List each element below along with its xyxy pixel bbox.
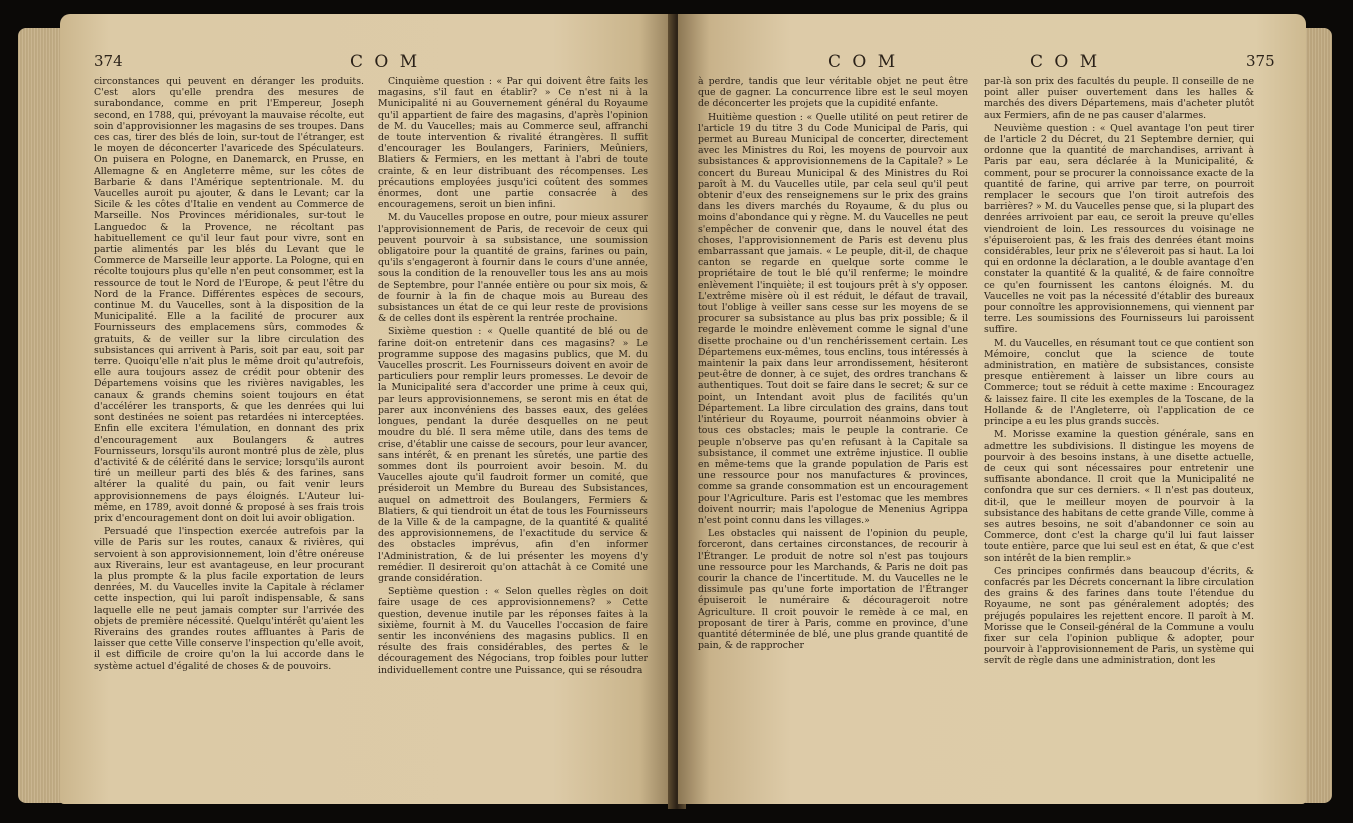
right-running-head-right: C O M bbox=[1030, 52, 1101, 72]
paragraph: par-là son prix des facultés du peuple. Il conseille de ne point aller puiser ouvertement dans les halles & marchés des divers Départemens, mais d'acheter plutôt aux Fermiers, afin de ne pas causer d'alarmes. bbox=[984, 76, 1254, 121]
paragraph: Persuadé que l'inspection exercée autrefois par la ville de Paris sur les routes, canaux & rivières, qui servoient à son approvisionnement, loin d'être onéreuse aux Riverains, leur est avantageuse, en leur procurant la plus prompte & la plus facile exportation de leurs denrées, M. du Vaucelles invite la Capitale à réclamer cette inspection, qui lui paroît indispensable, & sans laquelle elle ne peut jamais compter sur l'arrivée des objets de première nécessité. Quelqu'intérêt qu'aient les Riverains des grandes routes affluantes à Paris de laisser que cette Ville conserve l'inspection qu'elle avoit, il est difficile de croire qu'on la lui accorde dans le système actuel d'égalité de choses & de pouvoirs. bbox=[94, 526, 364, 672]
right-running-head-left: C O M bbox=[828, 52, 899, 72]
left-page-column-2 bbox=[378, 76, 648, 676]
paragraph: Ces principes confirmés dans beaucoup d'écrits, & confacrés par les Décrets concernant la libre circulation des grains & des farines dans toute l'étendue du Royaume, ne sont pas généralement adoptés; des préjugés populaires les rejettent encore. Il paroît à M. Morisse que le Conseil-général de la Commune a voulu fixer sur cela l'opinion publique & adopter, pour pourvoir à l'approvisionnement de Paris, un système qui servît de règle dans une administration, dont les bbox=[984, 565, 1254, 667]
paragraph: M. du Vaucelles propose en outre, pour mieux assurer l'approvisionnement de Paris, de recevoir de ceux qui peuvent pourvoir à sa subsistance, une soumission obligatoire pour la quantité de grains, farines ou pain, qu'ils s'engageront à fournir dans le cours d'une année, sous la condition de la renouveller tous les ans au mois de Septembre, pour l'année entière ou pour six mois, & de fournir à la fin de chaque mois au Bureau des subsistances un état de ce qui leur reste de provisions & de celles dont ils espèrent la rentrée prochaine. bbox=[378, 212, 648, 325]
paragraph: Les obstacles qui naissent de l'opinion du peuple, forceront, dans certaines circonstances, de recourir à l'Étranger. Le produit de notre sol n'est pas toujours une ressource pour les Marchands, & Paris ne doit pas courir la chance de l'incertitude. M. du Vaucelles ne le dissimule pas qu'une forte importation de l'Étranger épuiseroit le numéraire & décourageroit notre Agriculture. Il croit pouvoir le remède à ce mal, en proposant de tirer à Paris, comme en province, d'une quantité déterminée de blé, une plus grande quantité de pain, & de rapprocher bbox=[698, 528, 968, 652]
left-page bbox=[60, 14, 676, 804]
left-page-number: 374 bbox=[94, 52, 123, 70]
right-page-column-1 bbox=[698, 76, 968, 651]
paragraph: Huitième question : « Quelle utilité on peut retirer de l'article 19 du titre 3 du Code Municipal de Paris, qui permet au Bureau Municipal de concerter, directement avec les Ministres du Roi, les moyens de pourvoir aux subsistances & approvisionnemens de la Capitale? » Le concert du Bureau Municipal & des Ministres du Roi paroît à M. du Vaucelles utile, par cela seul qu'il peut obtenir d'eux des renseignemens sur le prix des grains dans les divers marchés du Royaume, & du plus ou moins d'abondance qui y règne. M. du Vaucelles ne peut s'empêcher de convenir que, dans le nouvel état des choses, l'approvisionnement de Paris est devenu plus embarrassant que jamais. « Le peuple, dit-il, de chaque canton se regarde en quelque sorte comme le propriétaire de tout le blé qu'il renferme; le moindre enlèvement l'inquiète; il est toujours prêt à s'y opposer. L'extrême misère où il est réduit, le défaut de travail, tout l'oblige à veiller sans cesse sur les moyens de se procurer sa subsistance au plus bas prix possible; & il regarde le moindre enlèvement comme le signal d'une disette prochaine ou d'un renchérissement certain. Les Départemens eux-mêmes, tous enclins, tous intéressés à maintenir la paix dans leur arrondissement, hésiteront peut-être de donner, à ce sujet, des ordres tranchans & authentiques. Tout doit se faire dans le secret; & sur ce point, un Intendant avoit plus de facilités qu'un Département. La libre circulation des grains, dans tout l'intérieur du Royaume, pourroit néanmoins obvier à tous ces obstacles; mais le peuple la contrarie. Ce peuple n'observe pas qu'en refusant à la Capitale sa subsistance, il commet une extrême injustice. Il oublie en même-tems que la grande population de Paris est une ressource pour nos manufactures & provinces, comme sa grande consommation est un encouragement pour l'Agriculture. Paris est l'estomac que les membres doivent nourrir; mais l'apologue de Menenius Agrippa n'est point connu dans les villages.» bbox=[698, 111, 968, 526]
paragraph: à perdre, tandis que leur véritable objet ne peut être que de gagner. La concurrence libre est le seul moyen de déconcerter les projets que la cupidité enfante. bbox=[698, 76, 968, 110]
paragraph: Cinquième question : « Par qui doivent être faits les magasins, s'il faut en établir? » Ce n'est ni à la Municipalité ni au Gouvernement général du Royaume qu'il appartient de faire des magasins, d'après l'opinion de M. du Vaucelles; mais au Commerce seul, affranchi de toute intervention & rivalité étrangères. Il suffit d'encourager les Boulangers, Fariniers, Meûniers, Blatiers & Fermiers, en les mettant à l'abri de toute crainte, & en leur distribuant des récompenses. Les précautions employées jusqu'ici coûtent des sommes énormes, dont une partie consacrée à des encouragemens, seroit un bien infini. bbox=[378, 76, 648, 211]
paragraph: circonstances qui peuvent en déranger les produits. C'est alors qu'elle prendra des mesures de surabondance, comme en prit l'Empereur, Joseph second, en 1788, qui, prévoyant la mauvaise récolte, eut soin d'approvisionner les magasins de ses troupes. Dans ces cas, tirer des blés de loin, sur-tout de l'étranger, est le moyen de déconcerter l'avaricede des Spéculateurs. On puisera en Pologne, en Danemarck, en Prusse, en Allemagne & en Angleterre même, sur les côtes de Barbarie & dans l'Amérique septentrionale. M. du Vaucelles auroit pu ajouter, & dans le Levant; car la Sicile & les côtes d'Italie en vendent au Commerce de Marseille. Nos Provinces méridionales, sur-tout le Languedoc & la Provence, ne récoltant pas habituellement ce qu'il leur faut pour vivre, sont en partie alimentés par les blés du Levant que le Commerce de Marseille leur apporte. La Pologne, qui en récolte toujours plus qu'elle n'en peut consommer, est la ressource de tout le Nord de l'Europe, & peut l'être du Nord de la France. Différentes espèces de secours, continue M. du Vaucelles, sont à la disposition de la Municipalité. Elle a la facilité de procurer aux Fournisseurs des emplacemens sûrs, commodes & gratuits, & de veiller sur la libre circulation des subsistances qui arrivent à Paris, soit par eau, soit par terre. Quoiqu'elle n'ait plus le même droit qu'autrefois, elle aura toujours assez de crédit pour obtenir des Départemens voisins que les rivières navigables, les canaux & grands chemins soient toujours en état d'accélérer les transports, & que les denrées qui lui sont destinées ne soient pas retardées ni interceptées. Enfin elle excitera l'émulation, en donnant des prix d'encouragement aux Boulangers & autres Fournisseurs, lorsqu'ils auront montré plus de zèle, plus d'activité & de célérité dans le service; lorsqu'ils auront tiré un meilleur parti des blés & des farines, sans altérer la qualité du pain, ou fait venir leurs approvisionnemens de pays éloignés. L'Auteur lui-même, en 1789, avoit donné & proposé à ses frais trois prix d'encouragement dont on doit lui avoir obligation. bbox=[94, 76, 364, 524]
open-book bbox=[18, 14, 1336, 814]
left-page-edges bbox=[18, 28, 64, 803]
right-page-number: 375 bbox=[1246, 52, 1275, 70]
right-page-column-2 bbox=[984, 76, 1254, 667]
paragraph: Septième question : « Selon quelles règles on doit faire usage de ces approvisionnemens? » Cette question, devenue inutile par les réponses faites à la sixième, fournit à M. du Vaucelles l'occasion de faire sentir les inconvéniens des magasins publics. Il en résulte des frais considérables, des pertes & le découragement des Négocians, trop foibles pour lutter individuellement contre une Puissance, qui se résoudra bbox=[378, 586, 648, 676]
right-page-edges bbox=[1302, 28, 1332, 803]
paragraph: M. du Vaucelles, en résumant tout ce que contient son Mémoire, conclut que la science de toute administration, en matière de subsistances, consiste presque entièrement à laisser un libre cours au Commerce; tout se réduit à cette maxime : Encouragez & laissez faire. Il cite les exemples de la Toscane, de la Hollande & de l'Angleterre, où l'application de ce principe a eu les plus grands succès. bbox=[984, 337, 1254, 428]
paragraph: Sixième question : « Quelle quantité de blé ou de farine doit-on entretenir dans ces magasins? » Le programme suppose des magasins publics, que M. du Vaucelles proscrit. Les Fournisseurs doivent en avoir de particuliers pour remplir leurs promesses. Le devoir de la Municipalité sera d'accorder une prime à ceux qui, par leurs approvisionnemens, se seront mis en état de parer aux inconvéniens des basses eaux, des gelées longues, pendant la durée desquelles on ne peut moudre du blé. Il sera même utile, dans des tems de crise, d'établir une caisse de secours, pour leur avancer, sans intérêt, & en prenant les sûretés, une partie des sommes dont ils pourroient avoir besoin. M. du Vaucelles ajoute qu'il faudroit former un comité, que présideroit un Membre du Bureau des Subsistances, auquel on admettroit des Boulangers, Fermiers & Blatiers, & qui tiendroit un état de tous les Fournisseurs de la Ville & de la campagne, de la quantité & qualité des approvisionnemens, de l'exactitude du service & des obstacles imprévus, afin d'en informer l'Administration, & de lui présenter les moyens d'y remédier. Il desireroit qu'on attachât à ce Comité une grande considération. bbox=[378, 326, 648, 584]
paragraph: M. Morisse examine la question générale, sans en admettre les subdivisions. Il distingue les moyens de pourvoir à des besoins instans, à une disette actuelle, de ceux qui sont nécessaires pour entretenir une suffisante abondance. Il croit que la Municipalité ne confondra que sur ces derniers. « Il n'est pas douteux, dit-il, que le meilleur moyen de pourvoir à la subsistance des habitans de cette grande Ville, comme à ses autres besoins, ne soit d'abandonner ce soin au Commerce, dont c'est la charge qu'il lui faut laisser toute entière, parce que lui seul est en état, & que c'est son intérêt de la bien remplir.» bbox=[984, 429, 1254, 564]
left-running-head: C O M bbox=[350, 52, 421, 72]
right-page bbox=[678, 14, 1306, 804]
paragraph: Neuvième question : « Quel avantage l'on peut tirer de l'article 2 du Décret, du 21 Septembre dernier, qui ordonne que la quantité de marchandises, arrivant à Paris par eau, sera déclarée à la Municipalité, & comment, pour se procurer la connoissance exacte de la quantité de farine, qui arrive par terre, on pourroit remplacer le secours que l'on tiroit autrefois des barrières? » M. du Vaucelles pense que, si la plupart des denrées arrivoient par eau, ce seroit la preuve qu'elles viendroient de loin. Les ressources du voisinage ne s'épuiseroient pas, & les frais des denrées étant moins considérables, leur prix ne s'éleveroit pas si haut. La loi qui en ordonne la déclaration, a le double avantage d'en constater la quantité & la qualité, & de faire connoître ce qu'en fournissent les cantons éloignés. M. du Vaucelles ne voit pas la nécessité d'établir des bureaux pour connoître les approvisionnemens, qui viennent par terre. Les soumissions des Fournisseurs lui paroissent suffire. bbox=[984, 122, 1254, 336]
left-page-column-1 bbox=[94, 76, 364, 672]
